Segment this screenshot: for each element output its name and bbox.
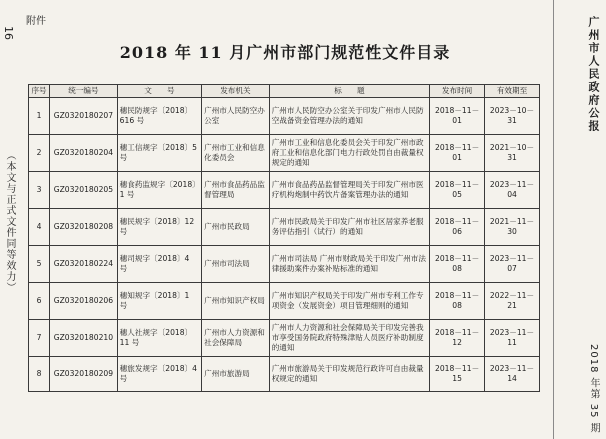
table-row [29,135,540,172]
cell-title: 广州市旅游局关于印发规范行政许可自由裁量权规定的通知 [269,357,429,392]
cell-expiry: 2022－11－21 [485,283,540,320]
header-expiry: 有效期至 [485,85,540,98]
table-row [29,357,540,392]
cell-issue-date: 2018－11－12 [430,320,485,357]
cell-issuer: 广州市司法局 [202,246,270,283]
cell-title: 广州市人民防空办公室关于印发广州市人民防空战备资金管理办法的通知 [269,98,429,135]
cell-expiry: 2023－11－14 [485,357,540,392]
cell-expiry: 2021－11－30 [485,209,540,246]
page-number: 16 [2,26,15,40]
cell-code: GZ0320180205 [50,172,118,209]
header-serial: 序号 [29,85,50,98]
cell-code: GZ0320180209 [50,357,118,392]
cell-doc-number: 穗工信规字〔2018〕5 号 [117,135,201,172]
cell-serial: 4 [29,209,50,246]
cell-issuer: 广州市民政局 [202,209,270,246]
regulation-catalog-table [28,84,540,392]
cell-issue-date: 2018－11－05 [430,172,485,209]
table-row [29,209,540,246]
cell-title: 广州市食品药品监督管理局关于印发广州市医疗机构炮制中药饮片备案管理办法的通知 [269,172,429,209]
cell-code: GZ0320180208 [50,209,118,246]
cell-issue-date: 2018－11－08 [430,283,485,320]
header-issuer: 发布机关 [202,85,270,98]
cell-serial: 7 [29,320,50,357]
gazette-name: 广州市人民政府公报 [587,16,600,133]
issue-label: 2018 年第 35 期 [588,344,599,434]
cell-serial: 1 [29,98,50,135]
cell-doc-number: 穗民防规字〔2018〕616 号 [117,98,201,135]
cell-code: GZ0320180206 [50,283,118,320]
cell-serial: 6 [29,283,50,320]
cell-issue-date: 2018－11－01 [430,98,485,135]
cell-expiry: 2021－10－31 [485,135,540,172]
table-row [29,172,540,209]
cell-title: 广州市人力资源和社会保障局关于印发完善我市享受国务院政府特殊津贴人员医疗补助制度的通知 [269,320,429,357]
attachment-label: 附件 [26,16,46,27]
cell-code: GZ0320180204 [50,135,118,172]
cell-expiry: 2023－10－31 [485,98,540,135]
document-title: 2018 年 11 月广州市部门规范性文件目录 [119,43,451,62]
cell-title: 广州市司法局 广州市财政局关于印发广州市法律援助案件办案补贴标准的通知 [269,246,429,283]
cell-serial: 5 [29,246,50,283]
header-doc-number: 文 号 [117,85,201,98]
header-issue-date: 发布时间 [430,85,485,98]
cell-issue-date: 2018－11－06 [430,209,485,246]
header-title: 标 题 [269,85,429,98]
header-code: 统一编号 [50,85,118,98]
cell-expiry: 2023－11－07 [485,246,540,283]
side-note: （本文与正式文件同等效力） [4,150,15,293]
cell-serial: 8 [29,357,50,392]
cell-issue-date: 2018－11－15 [430,357,485,392]
cell-issue-date: 2018－11－01 [430,135,485,172]
cell-issuer: 广州市人民防空办公室 [202,98,270,135]
cell-title: 广州市民政局关于印发广州市社区居家养老服务评估指引（试行）的通知 [269,209,429,246]
cell-code: GZ0320180210 [50,320,118,357]
cell-doc-number: 穗司规字〔2018〕4 号 [117,246,201,283]
cell-doc-number: 穗旅发规字〔2018〕4 号 [117,357,201,392]
cell-issuer: 广州市工业和信息化委员会 [202,135,270,172]
cell-serial: 3 [29,172,50,209]
table-row [29,320,540,357]
cell-code: GZ0320180207 [50,98,118,135]
cell-serial: 2 [29,135,50,172]
cell-doc-number: 穗食药监规字〔2018〕1 号 [117,172,201,209]
cell-expiry: 2023－11－04 [485,172,540,209]
cell-issuer: 广州市人力资源和社会保障局 [202,320,270,357]
table-row [29,98,540,135]
cell-issuer: 广州市旅游局 [202,357,270,392]
page-gutter-line [553,0,554,439]
cell-title: 广州市工业和信息化委员会关于印发广州市政府工业和信息化部门电力行政处罚自由裁量权规定的通知 [269,135,429,172]
cell-doc-number: 穗人社规字〔2018〕11 号 [117,320,201,357]
table-header-row [29,85,540,98]
table-row [29,246,540,283]
cell-issuer: 广州市知识产权局 [202,283,270,320]
table-row [29,283,540,320]
cell-title: 广州市知识产权局关于印发广州市专利工作专项资金（发展资金）项目管理细则的通知 [269,283,429,320]
cell-issuer: 广州市食品药品监督管理局 [202,172,270,209]
cell-doc-number: 穗民规字〔2018〕12 号 [117,209,201,246]
cell-issue-date: 2018－11－08 [430,246,485,283]
cell-expiry: 2023－11－11 [485,320,540,357]
cell-code: GZ0320180224 [50,246,118,283]
cell-doc-number: 穗知规字〔2018〕1 号 [117,283,201,320]
